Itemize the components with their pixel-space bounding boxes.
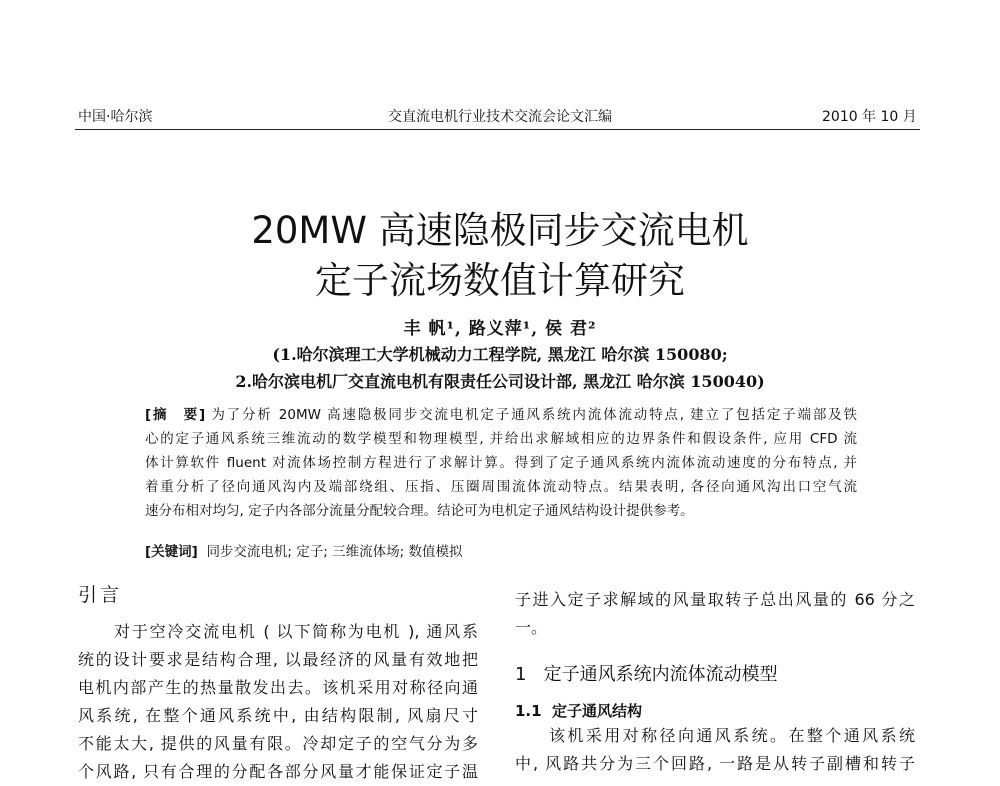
- continuation-line: 一。: [515, 618, 548, 637]
- affiliation-2: 2.哈尔滨电机厂交直流电机有限责任公司设计部, 黑龙江 哈尔滨 150040): [235, 372, 765, 391]
- right-column-continuation: [515, 586, 915, 642]
- section-1-1-number: 1.1: [515, 702, 542, 720]
- paper-title-line-2: 定子流场数值计算研究: [315, 259, 685, 302]
- section-1-1-heading: [515, 700, 642, 721]
- intro-line: 电机内部产生的热量散发出去。该机采用对称径向通: [78, 678, 478, 697]
- keywords-text: 同步交流电机; 定子; 三维流体场; 数值模拟: [206, 544, 463, 560]
- section-line: 中, 风路共分为三个回路, 一路是从转子副槽和转子: [515, 754, 915, 773]
- section-1-1-paragraph: [515, 722, 915, 778]
- paper-title-line-1: 20MW 高速隐极同步交流电机: [251, 209, 749, 252]
- header-proceedings-title: 交直流电机行业技术交流会论文汇编: [388, 109, 612, 125]
- intro-heading: 引言: [78, 584, 123, 606]
- abstract-line: 体计算软件 fluent 对流体场控制方程进行了求解计算。得到了定子通风系统内流体流动速度的分布特点, 并: [145, 455, 857, 471]
- header-date: 2010 年 10 月: [822, 109, 917, 125]
- section-line: 该机采用对称径向通风系统。在整个通风系统: [549, 726, 915, 745]
- abstract-line: 速分布相对均匀, 定子内各部分流量分配较合理。结论可为电机定子通风结构设计提供参考。: [145, 503, 694, 519]
- intro-line: 统的设计要求是结构合理, 以最经济的风量有效地把: [78, 650, 478, 669]
- abstract-label: [摘 要]: [145, 407, 206, 423]
- intro-paragraph: [78, 618, 478, 786]
- abstract-line: [摘 要] 为了分析 20MW 高速隐极同步交流电机定子通风系统内流体流动特点, 建立了包括定子端部及铁: [145, 407, 857, 423]
- section-1-heading: [515, 660, 778, 686]
- header-rule: [75, 129, 920, 130]
- intro-line: 对于空冷交流电机 ( 以下简称为电机 ), 通风系: [114, 622, 478, 641]
- section-1-title: 定子通风系统内流体流动模型: [543, 664, 778, 685]
- affiliation-1: (1.哈尔滨理工大学机械动力工程学院, 黑龙江 哈尔滨 150080;: [272, 345, 728, 364]
- continuation-line: 子进入定子求解域的风量取转子总出风量的 66 分之: [515, 590, 915, 609]
- section-1-1-title: 定子通风结构: [552, 702, 643, 720]
- keywords-label: [关键词]: [145, 544, 198, 560]
- keywords: [145, 540, 462, 560]
- header-location: 中国·哈尔滨: [78, 109, 153, 125]
- authors: 丰 帆¹, 路义萍¹, 侯 君²: [403, 319, 597, 339]
- abstract-line: 心的定子通风系统三维流动的数学模型和物理模型, 并给出求解域相应的边界条件和假设条件, 应用 CFD 流: [145, 431, 857, 447]
- abstract-line: 着重分析了径向通风沟内及端部绕组、压指、压圈周围流体流动特点。结果表明, 各径向通风沟出口空气流: [145, 479, 857, 495]
- intro-line: 风系统, 在整个通风系统中, 由结构限制, 风扇尺寸: [78, 706, 478, 725]
- abstract: [145, 403, 857, 523]
- section-1-number: 1: [515, 664, 527, 685]
- intro-line: 不能太大, 提供的风量有限。冷却定子的空气分为多: [78, 734, 478, 753]
- intro-line: 个风路, 只有合理的分配各部分风量才能保证定子温: [78, 762, 478, 781]
